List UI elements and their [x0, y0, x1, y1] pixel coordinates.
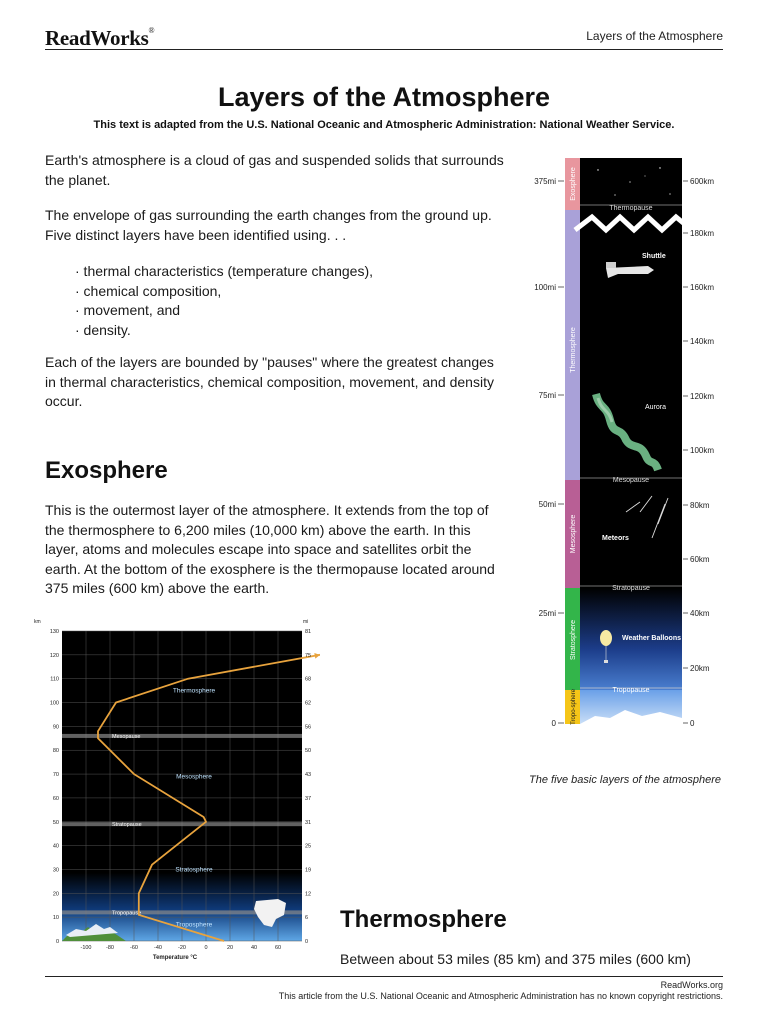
y2-tick-label: 56 — [305, 724, 312, 731]
y2-tick-label: 43 — [305, 772, 312, 779]
tick-label: 60km — [690, 555, 710, 564]
tick-label: 600km — [690, 177, 715, 186]
tick-label: 0 — [690, 719, 695, 728]
tick-label: 75mi — [538, 391, 556, 400]
list-item: · density. — [75, 321, 131, 338]
feature-label: Weather Balloons — [622, 635, 681, 642]
x-tick-label: 40 — [250, 945, 258, 951]
layer-label: Troposphere — [175, 921, 213, 929]
y-tick-label: 30 — [52, 867, 59, 874]
tick-label: 80km — [690, 501, 710, 510]
y2-axis-unit: mi — [303, 619, 309, 625]
tick-label: 0 — [551, 719, 556, 728]
layer-label: Exosphere — [570, 167, 577, 201]
y-tick-label: 40 — [52, 843, 59, 850]
x-tick-label: 0 — [204, 945, 208, 951]
layer-label: Tropo-sphere — [571, 689, 577, 725]
y2-tick-label: 62 — [305, 700, 312, 707]
y2-tick-label: 0 — [305, 939, 309, 945]
atmosphere-layers-figure — [520, 150, 730, 740]
y-axis-unit: km — [34, 619, 41, 625]
tick-label: 160km — [690, 283, 715, 292]
tick-label: 120km — [690, 392, 715, 401]
thermosphere-paragraph: Between about 53 miles (85 km) and 375 miles (600 km) — [340, 951, 691, 967]
intro-paragraph-2: The envelope of gas surrounding the earth changes from the ground up. Five distinct layers have been identified using. . . — [45, 207, 492, 243]
x-tick-label: -80 — [106, 945, 114, 951]
list-item: · thermal characteristics (temperature changes), — [75, 263, 373, 279]
characteristics-list — [75, 262, 373, 340]
y2-tick-label: 75 — [305, 652, 312, 659]
y-tick-label: 10 — [52, 915, 59, 922]
tick-label: 375mi — [534, 177, 556, 186]
y2-tick-label: 6 — [305, 915, 309, 922]
y2-tick-label: 68 — [305, 676, 312, 683]
layer-label: Mesosphere — [176, 773, 212, 781]
y-tick-label: 80 — [52, 748, 59, 755]
footer-site: ReadWorks.org — [660, 980, 723, 990]
header-title: Layers of the Atmosphere — [586, 29, 723, 43]
pause-label: Tropopause — [112, 910, 142, 917]
page-header — [45, 24, 723, 50]
figure-caption: The five basic layers of the atmosphere — [529, 774, 721, 786]
tick-label: 25mi — [538, 609, 556, 618]
x-tick-label: -40 — [154, 945, 162, 951]
footer-copyright: This article from the U.S. National Oceanic and Atmospheric Administration has no known copyright restrictions. — [278, 991, 723, 1001]
tick-label: 100mi — [534, 283, 556, 292]
tick-label: 100km — [690, 446, 715, 455]
layer-label: Stratosphere — [570, 619, 577, 661]
footer-divider — [45, 976, 723, 977]
pause-label: Thermopause — [609, 205, 653, 212]
page-title: Layers of the Atmosphere — [217, 82, 551, 112]
x-tick-label: 60 — [274, 945, 282, 951]
thermosphere-heading: Thermosphere — [340, 906, 507, 933]
tick-label: 20km — [690, 664, 710, 673]
tick-label: 140km — [690, 337, 715, 346]
feature-label: Aurora — [645, 404, 667, 411]
pause-label: Mesopause — [112, 733, 141, 740]
tick-label: 40km — [690, 609, 710, 618]
y2-tick-label: 50 — [305, 748, 312, 755]
feature-label: Meteors — [602, 535, 629, 542]
layer-label: Mesosphere — [570, 514, 577, 554]
pause-label: Mesopause — [612, 477, 650, 484]
temperature-profile-chart — [30, 615, 320, 965]
y-tick-label: 60 — [52, 795, 59, 802]
y-tick-label: 130 — [49, 629, 59, 635]
pause-band — [62, 822, 302, 829]
x-tick-label: 20 — [226, 945, 234, 951]
pause-label: Stratopause — [612, 585, 650, 592]
intro-paragraph-3: Each of the layers are bounded by "pauses" where the greatest changes in thermal characteristics, chemical composition, movement, and density occur. — [45, 354, 494, 409]
layer-label: Stratosphere — [175, 866, 213, 874]
x-tick-label: -100 — [80, 945, 92, 951]
exosphere-paragraph: This is the outermost layer of the atmosphere. It extends from the top of the thermosphere to 6,200 miles (10,000 km) above the earth. In this layer, atoms and molecules escape into space and satellites orbit the earth. At the bottom of the exosphere is the thermopause located around 375 miles (600 km) above the earth. — [45, 502, 495, 596]
list-item: · chemical composition, — [75, 282, 222, 299]
y2-tick-label: 37 — [305, 795, 312, 802]
y-tick-label: 70 — [52, 772, 59, 779]
y-tick-label: 90 — [52, 724, 59, 731]
pause-label: Tropopause — [612, 687, 650, 694]
exosphere-heading: Exosphere — [45, 457, 168, 484]
y-tick-label: 100 — [49, 700, 59, 707]
x-tick-label: -60 — [130, 945, 138, 951]
y-tick-label: 0 — [55, 939, 59, 945]
layer-label: Thermosphere — [172, 687, 216, 695]
x-tick-label: -20 — [178, 945, 186, 951]
source-note: This text is adapted from the U.S. National Oceanic and Atmospheric Administration: National Weather Service. — [93, 119, 675, 131]
list-item: · movement, and — [75, 302, 181, 318]
y2-tick-label: 19 — [305, 867, 312, 874]
y2-tick-label: 25 — [305, 843, 312, 850]
readworks-logo: ReadWorks® — [45, 26, 155, 50]
tick-label: 50mi — [538, 500, 556, 509]
y2-tick-label: 31 — [305, 819, 312, 826]
y-tick-label: 20 — [52, 891, 59, 898]
x-axis-title: Temperature °C — [152, 955, 198, 961]
y2-tick-label: 12 — [305, 891, 312, 898]
y-tick-label: 110 — [50, 676, 59, 683]
layer-label: Thermosphere — [570, 327, 577, 373]
tick-label: 180km — [690, 229, 715, 238]
y-tick-label: 120 — [49, 652, 59, 659]
y2-tick-label: 81 — [305, 629, 312, 635]
intro-paragraph-1: Earth's atmosphere is a cloud of gas and suspended solids that surrounds the planet. — [45, 152, 504, 188]
y-tick-label: 50 — [52, 819, 59, 826]
pause-label: Stratopause — [112, 822, 142, 829]
feature-label: Shuttle — [642, 253, 666, 260]
